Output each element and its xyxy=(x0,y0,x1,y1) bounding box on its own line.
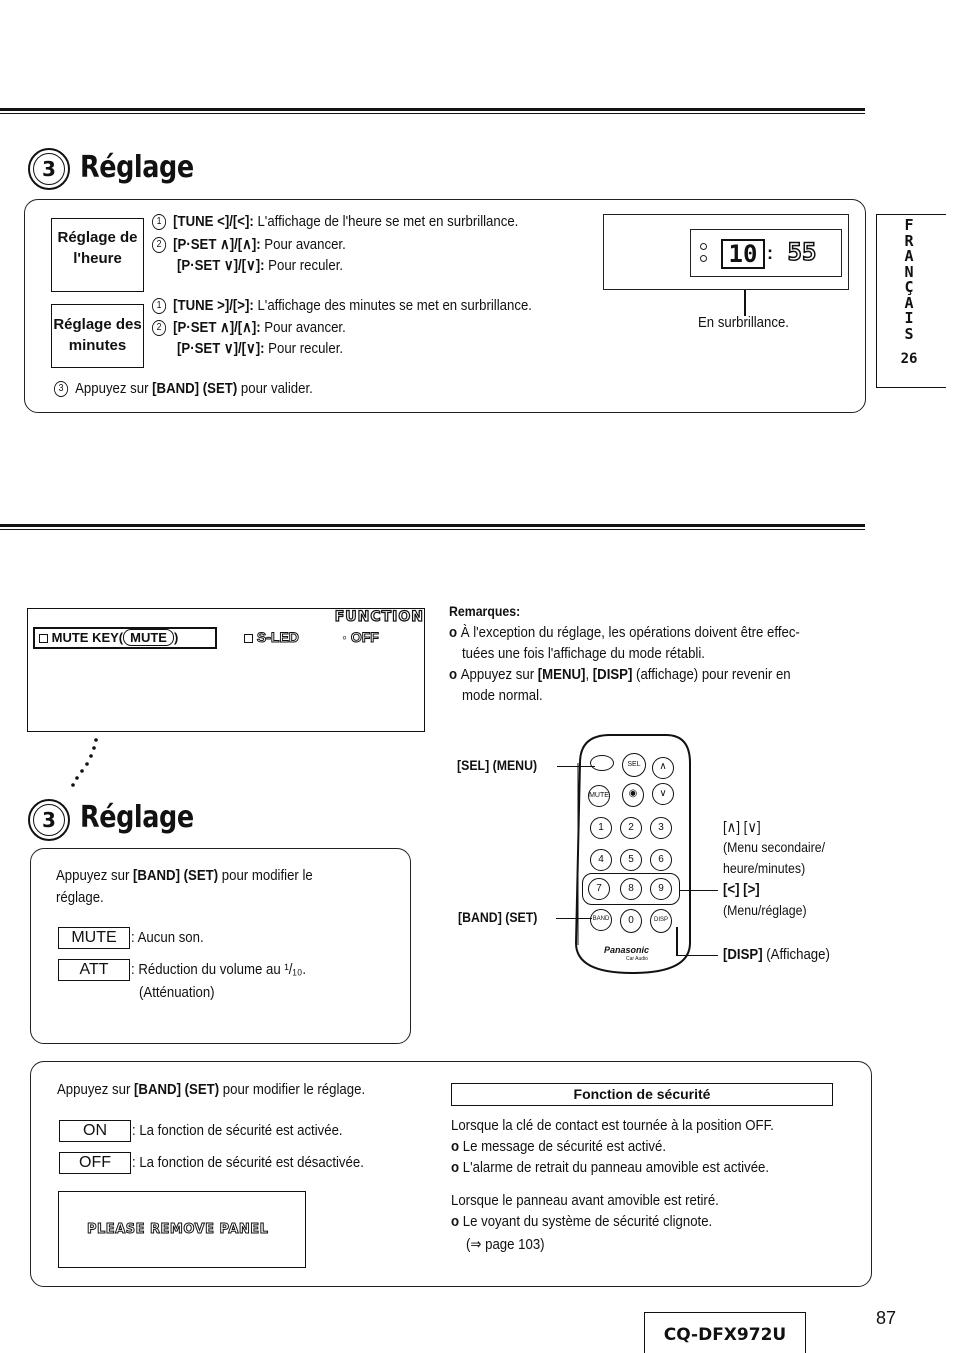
model-number: CQ-DFX972U xyxy=(644,1312,806,1353)
key-7[interactable]: 7 xyxy=(588,878,610,900)
remote-brand: Panasonic xyxy=(604,945,650,955)
key-5[interactable]: 5 xyxy=(620,849,642,871)
hour-step-2: 2 [P·SET ∧]/[∧]: Pour avancer. xyxy=(152,235,346,253)
clock-lcd-display: 10 : 55 xyxy=(603,214,849,290)
sel-button[interactable]: SEL xyxy=(622,753,646,777)
minute-setting-label: Réglage des minutes xyxy=(51,304,144,368)
sec-line1: Lorsque la clé de contact est tournée à la position OFF. xyxy=(451,1117,774,1134)
lcd-minutes: 55 xyxy=(787,238,817,266)
remote-brand-sub: Car Audio xyxy=(626,956,648,962)
center-button[interactable]: ◉ xyxy=(622,783,644,807)
power-button[interactable] xyxy=(590,755,614,771)
language-tab-letters: F R A N Ç A I S 26 xyxy=(894,218,924,368)
minute-step-2b: [P·SET ∨]/[∨]: Pour reculer. xyxy=(177,340,344,357)
key-8[interactable]: 8 xyxy=(620,878,642,900)
off-desc: : La fonction de sécurité est désactivée. xyxy=(132,1154,364,1171)
sec-item1: o Le message de sécurité est activé. xyxy=(451,1138,666,1155)
security-press: Appuyez sur [BAND] (SET) pour modifier le réglage. xyxy=(57,1081,366,1098)
leftright-desc: (Menu/réglage) xyxy=(723,902,807,918)
att-desc2: (Atténuation) xyxy=(139,984,215,1001)
minute-step-2: 2 [P·SET ∧]/[∧]: Pour avancer. xyxy=(152,318,346,336)
key-6[interactable]: 6 xyxy=(650,849,672,871)
band-button[interactable]: BAND xyxy=(590,909,612,931)
validate-step: 3 Appuyez sur [BAND] (SET) pour valider. xyxy=(54,380,313,397)
hour-step-1: 1 [TUNE <]/[<]: L'affichage de l'heure se met en surbrillance. xyxy=(152,213,518,230)
step-3-circle: 3 xyxy=(28,148,70,190)
off-option: OFF xyxy=(59,1152,131,1174)
mute-press-line2: réglage. xyxy=(56,889,104,906)
mute-button[interactable]: MUTE xyxy=(588,785,610,807)
remarks-title: Remarques: xyxy=(449,603,521,619)
section1-title: Réglage xyxy=(80,150,194,185)
remove-panel-display xyxy=(58,1191,306,1268)
hour-step-2b: [P·SET ∨]/[∨]: Pour reculer. xyxy=(177,257,344,274)
band-set-label: [BAND] (SET) xyxy=(458,909,538,925)
off-item: ◦ OFF xyxy=(342,629,379,645)
section2-title: Réglage xyxy=(80,800,194,835)
function-header: FUNCTION xyxy=(334,609,424,625)
att-desc: : Réduction du volume au ¹/₁₀. xyxy=(131,961,307,978)
remark-1-cont: tuées une fois l'affichage du mode rétabli. xyxy=(462,645,705,662)
on-desc: : La fonction de sécurité est activée. xyxy=(132,1122,343,1139)
key-1[interactable]: 1 xyxy=(590,817,612,839)
dotted-connector xyxy=(70,738,110,798)
att-option: ATT xyxy=(58,959,130,981)
lcd-hour: 10 xyxy=(721,239,765,269)
page-number: 87 xyxy=(876,1308,897,1328)
disp-label: [DISP] (Affichage) xyxy=(723,946,830,963)
step-3-circle-2: 3 xyxy=(28,799,70,841)
minute-step-1: 1 [TUNE >]/[>]: L'affichage des minutes se met en surbrillance. xyxy=(152,297,532,314)
updown-desc1: (Menu secondaire/ xyxy=(723,839,826,855)
key-0[interactable]: 0 xyxy=(620,909,642,933)
s-led-item: S-LED xyxy=(244,629,299,645)
up-button[interactable]: ∧ xyxy=(652,757,674,779)
sec-item3: o Le voyant du système de sécurité clignote. xyxy=(451,1213,712,1230)
sec-item2: o L'alarme de retrait du panneau amovible est activée. xyxy=(451,1159,769,1176)
security-function-title: Fonction de sécurité xyxy=(451,1083,833,1106)
key-9[interactable]: 9 xyxy=(650,878,672,900)
hour-setting-label: Réglage de l'heure xyxy=(51,218,144,292)
remark-2-cont: mode normal. xyxy=(462,687,543,704)
highlight-pointer xyxy=(744,290,746,316)
mute-desc: : Aucun son. xyxy=(131,929,204,946)
remove-panel-text: PLEASE REMOVE PANEL xyxy=(87,1222,269,1237)
down-button[interactable]: ∨ xyxy=(652,783,674,805)
sec-line2: Lorsque le panneau avant amovible est retiré. xyxy=(451,1192,719,1209)
disp-button[interactable]: DISP xyxy=(650,909,672,933)
leftright-label: [<] [>] xyxy=(723,881,760,898)
top-rule xyxy=(0,108,865,114)
updown-desc2: heure/minutes) xyxy=(723,860,806,876)
sel-menu-label: [SEL] (MENU) xyxy=(457,757,538,773)
function-display xyxy=(27,608,425,732)
mute-option: MUTE xyxy=(58,927,130,949)
remark-2: o Appuyez sur [MENU], [DISP] (affichage) pour revenir en xyxy=(449,666,791,683)
key-3[interactable]: 3 xyxy=(650,817,672,839)
highlight-caption: En surbrillance. xyxy=(698,314,789,331)
remark-1: o À l'exception du réglage, les opérations doivent être effec- xyxy=(449,624,800,641)
tab-page-number: 26 xyxy=(900,351,918,367)
on-option: ON xyxy=(59,1120,131,1142)
updown-label: [∧] [∨] xyxy=(723,819,761,836)
mute-press-line1: Appuyez sur [BAND] (SET) pour modifier le xyxy=(56,867,313,884)
key-4[interactable]: 4 xyxy=(590,849,612,871)
middle-rule xyxy=(0,524,865,530)
sec-ref: (⇒ page 103) xyxy=(466,1236,545,1253)
mute-key-item: MUTE KEY( MUTE ) xyxy=(33,627,217,649)
key-2[interactable]: 2 xyxy=(620,817,642,839)
